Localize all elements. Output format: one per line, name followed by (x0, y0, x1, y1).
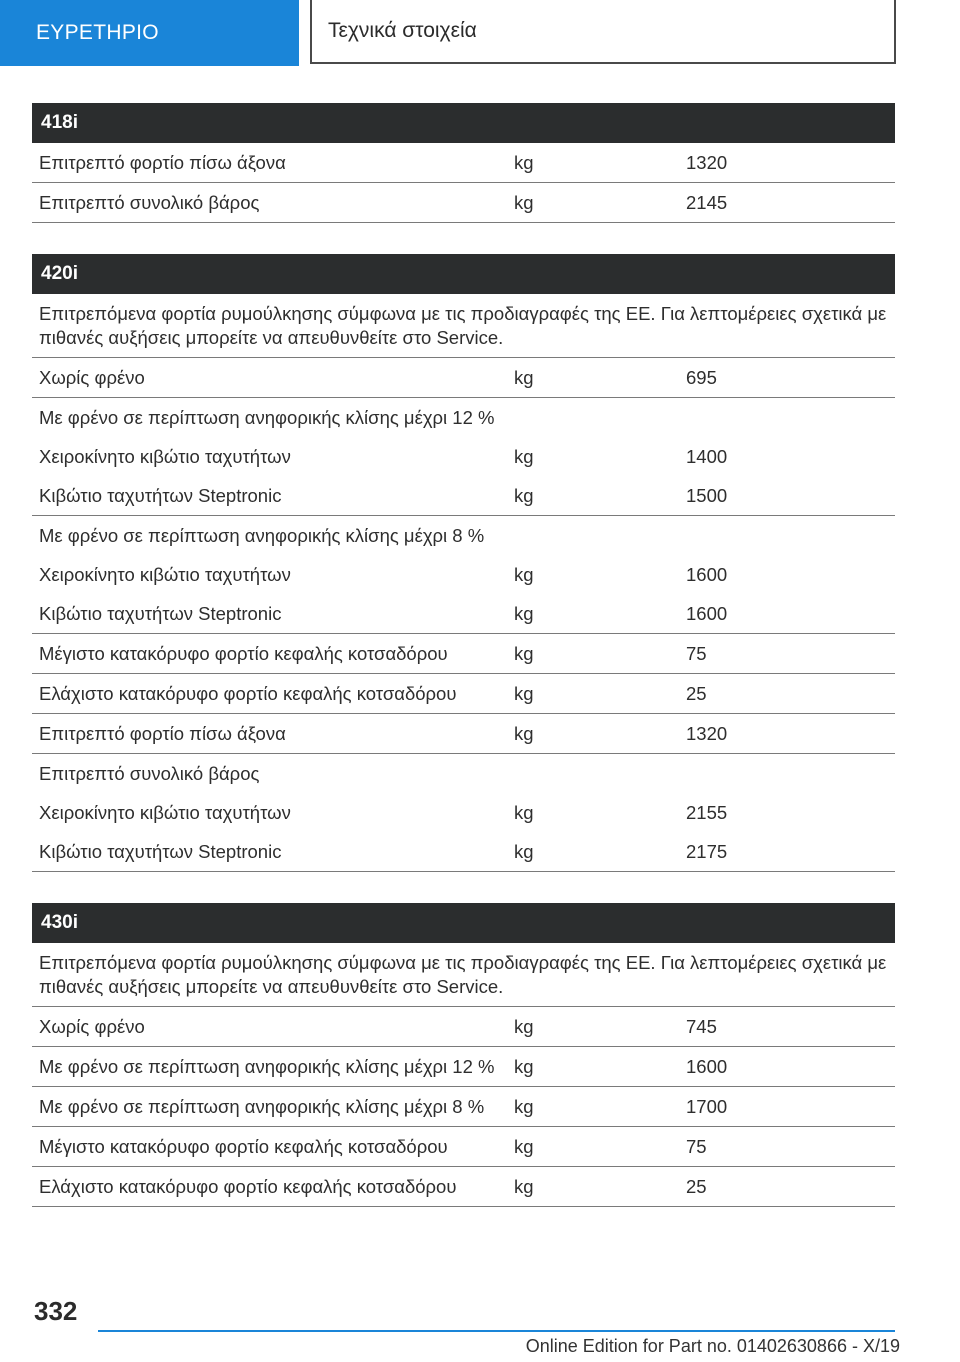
row-label: Κιβώτιο ταχυτήτων Steptronic (39, 841, 282, 862)
footer-divider (98, 1330, 895, 1332)
table-row (32, 714, 895, 754)
table-row (32, 1047, 895, 1087)
row-unit: kg (514, 367, 534, 388)
group-title: 420i (32, 254, 895, 294)
row-label: Ελάχιστο κατακόρυφο φορτίο κεφαλής κοτσαδόρου (39, 683, 457, 704)
table-row (32, 594, 895, 634)
top-bar (0, 0, 960, 68)
row-unit: kg (514, 723, 534, 744)
row-unit: kg (514, 603, 534, 624)
row-unit (514, 754, 686, 793)
row-label: Κιβώτιο ταχυτήτων Steptronic (39, 485, 282, 506)
section-title: Τεχνικά στοιχεία (310, 0, 896, 64)
row-value: 1600 (686, 603, 728, 624)
table-row (32, 754, 895, 793)
row-unit: kg (514, 152, 534, 173)
row-unit: kg (514, 446, 534, 467)
spec-tables (32, 103, 895, 1238)
row-value: 1700 (686, 1096, 728, 1117)
row-label: Χειροκίνητο κιβώτιο ταχυτήτων (39, 802, 291, 823)
row-value: 75 (686, 643, 707, 664)
table-row (32, 143, 895, 183)
table-row (32, 832, 895, 872)
table-row (32, 183, 895, 223)
row-label: Χειροκίνητο κιβώτιο ταχυτήτων (39, 564, 291, 585)
row-value: 2145 (686, 192, 728, 213)
group-note (32, 943, 895, 1007)
table-row (32, 674, 895, 714)
index-tab[interactable]: ΕΥΡΕΤΗΡΙΟ (0, 0, 299, 66)
row-unit (514, 516, 686, 555)
table-row (32, 793, 895, 832)
row-label: Με φρένο σε περίπτωση ανηφορικής κλίσης μέχρι 8 % (39, 525, 485, 546)
row-label: Με φρένο σε περίπτωση ανηφορικής κλίσης μέχρι 12 % (39, 407, 495, 428)
spec-group (32, 254, 895, 872)
row-label: Επιτρεπτό συνολικό βάρος (39, 192, 260, 213)
row-label: Επιτρεπτό συνολικό βάρος (39, 763, 260, 784)
row-unit: kg (514, 643, 534, 664)
row-unit: kg (514, 1096, 534, 1117)
group-title: 418i (32, 103, 895, 143)
row-value: 1600 (686, 1056, 728, 1077)
spec-group (32, 103, 895, 223)
row-label: Επιτρεπτό φορτίο πίσω άξονα (39, 723, 286, 744)
row-value: 1400 (686, 446, 728, 467)
row-unit: kg (514, 192, 534, 213)
row-label: Χωρίς φρένο (39, 1016, 145, 1037)
group-title: 430i (32, 903, 895, 943)
row-value: 75 (686, 1136, 707, 1157)
row-label: Με φρένο σε περίπτωση ανηφορικής κλίσης μέχρι 8 % (39, 1096, 485, 1117)
group-note (32, 294, 895, 358)
row-value: 695 (686, 367, 717, 388)
row-value: 1320 (686, 152, 728, 173)
table-row (32, 398, 895, 437)
row-label: Ελάχιστο κατακόρυφο φορτίο κεφαλής κοτσαδόρου (39, 1176, 457, 1197)
note-text: Επιτρεπόμενα φορτία ρυμούλκησης σύμφωνα με τις προδιαγραφές της ΕΕ. Για λεπτομέρειες σχετικά με πιθανές αυξήσεις μπορείτε να απευθυνθείτε στο Service. (39, 952, 887, 997)
row-unit: kg (514, 1016, 534, 1037)
row-value: 2175 (686, 841, 728, 862)
row-label: Με φρένο σε περίπτωση ανηφορικής κλίσης μέχρι 12 % (39, 1056, 495, 1077)
table-row (32, 1127, 895, 1167)
row-label: Μέγιστο κατακόρυφο φορτίο κεφαλής κοτσαδόρου (39, 1136, 448, 1157)
row-value (686, 398, 895, 437)
table-row (32, 634, 895, 674)
row-value: 1600 (686, 564, 728, 585)
table-row (32, 1087, 895, 1127)
page-number: 332 (34, 1296, 78, 1326)
row-value: 25 (686, 1176, 707, 1197)
row-unit: kg (514, 1056, 534, 1077)
table-row (32, 1007, 895, 1047)
row-unit: kg (514, 841, 534, 862)
row-unit: kg (514, 1136, 534, 1157)
table-row (32, 516, 895, 555)
row-value (686, 754, 895, 793)
table-row (32, 437, 895, 476)
row-value: 1320 (686, 723, 728, 744)
row-unit: kg (514, 564, 534, 585)
edition-text[interactable]: Online Edition for Part no. 01402630866 - X/19 (525, 1336, 900, 1356)
row-unit: kg (514, 1176, 534, 1197)
row-label: Χωρίς φρένο (39, 367, 145, 388)
row-label: Επιτρεπτό φορτίο πίσω άξονα (39, 152, 286, 173)
row-label: Χειροκίνητο κιβώτιο ταχυτήτων (39, 446, 291, 467)
row-value: 2155 (686, 802, 728, 823)
row-unit: kg (514, 485, 534, 506)
row-unit: kg (514, 683, 534, 704)
row-unit (514, 398, 686, 437)
note-text: Επιτρεπόμενα φορτία ρυμούλκησης σύμφωνα με τις προδιαγραφές της ΕΕ. Για λεπτομέρειες σχετικά με πιθανές αυξήσεις μπορείτε να απευθυνθείτε στο Service. (39, 303, 887, 348)
row-label: Μέγιστο κατακόρυφο φορτίο κεφαλής κοτσαδόρου (39, 643, 448, 664)
row-value: 1500 (686, 485, 728, 506)
row-value: 745 (686, 1016, 717, 1037)
row-value (686, 516, 895, 555)
row-value: 25 (686, 683, 707, 704)
spec-group (32, 903, 895, 1207)
table-row (32, 555, 895, 594)
row-label: Κιβώτιο ταχυτήτων Steptronic (39, 603, 282, 624)
table-row (32, 476, 895, 516)
table-row (32, 358, 895, 398)
table-row (32, 1167, 895, 1207)
row-unit: kg (514, 802, 534, 823)
